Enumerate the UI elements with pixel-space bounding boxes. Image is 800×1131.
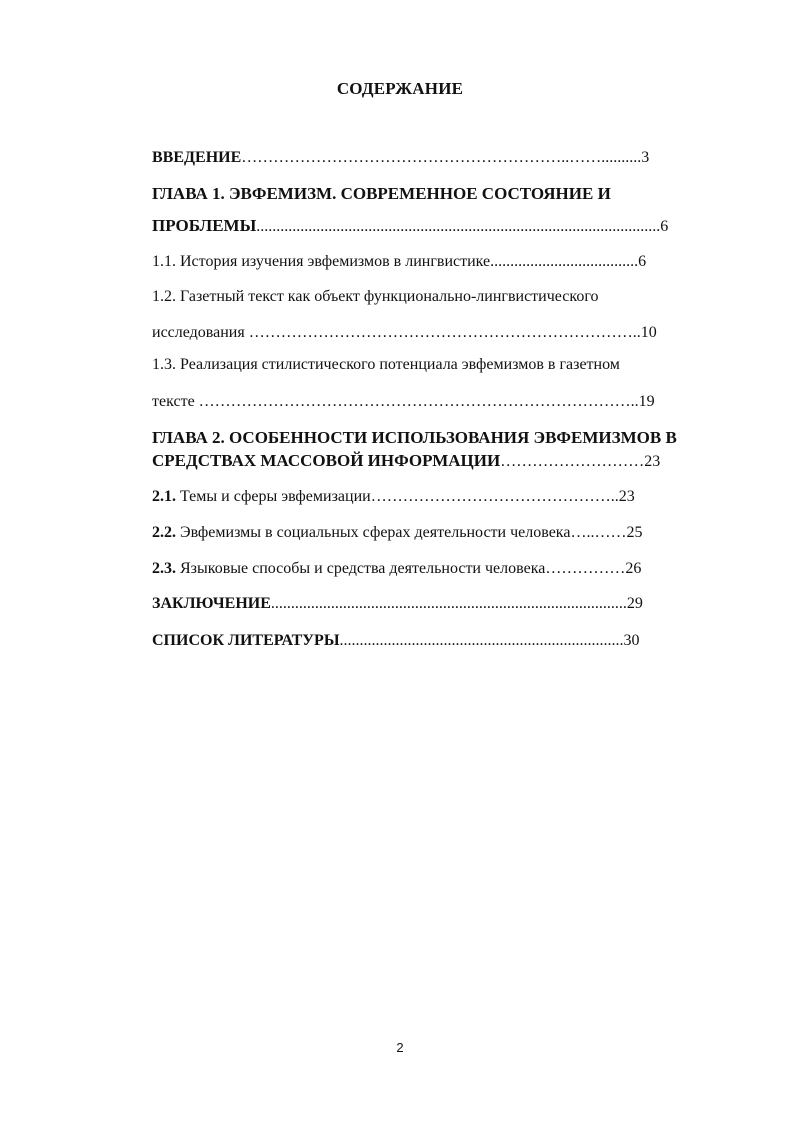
toc-page-number: 29: [626, 595, 643, 612]
toc-section-number: 2.1.: [152, 488, 176, 505]
toc-entry-section-1-2: [152, 322, 740, 344]
toc-entry-section-2-1: [152, 486, 740, 508]
toc-entry-title: тексте: [152, 393, 199, 410]
toc-chapter-2-heading: ГЛАВА 2. ОСОБЕННОСТИ ИСПОЛЬЗОВАНИЯ ЭВФЕМИЗМОВ В: [152, 428, 677, 447]
toc-leader-dots: .....................................................................................................: [256, 218, 661, 235]
toc-leader-dots: .......................................................................: [339, 632, 624, 649]
toc-entry-title: ВВЕДЕНИЕ: [152, 149, 242, 166]
toc-entry-introduction: [152, 147, 740, 169]
page-title: СОДЕРЖАНИЕ: [336, 79, 464, 98]
toc-entry-title: СРЕДСТВАХ МАССОВОЙ ИНФОРМАЦИИ: [152, 451, 501, 470]
toc-page-number: 23: [618, 488, 635, 505]
toc-entry-references: [152, 630, 740, 652]
toc-entry-title: Эвфемизмы в социальных сферах деятельности человека: [176, 524, 571, 541]
toc-entry-title: Языковые способы и средства деятельности человека: [176, 560, 546, 577]
toc-section-1-3-title: 1.3. Реализация стилистического потенциала эвфемизмов в газетном: [152, 356, 620, 373]
toc-entry-chapter-2: [152, 450, 740, 472]
toc-leader-dots: ………………………………………………………………..: [248, 324, 641, 341]
toc-entry-section-1-3: [152, 391, 740, 413]
toc-leader-dots: .........................................................................................: [270, 595, 627, 612]
toc-entry-title: Темы и сферы эвфемизации: [176, 488, 371, 505]
toc-entry-section-2-2: [152, 522, 740, 544]
toc-page-number: 3: [641, 149, 650, 166]
toc-entry-section-2-3: [152, 558, 740, 580]
toc-leader-dots: ………………………………………..: [370, 488, 619, 505]
toc-leader-dots: .....................................: [490, 253, 639, 270]
toc-entry-title: 1.1. История изучения эвфемизмов в лингвистике: [152, 253, 491, 270]
toc-entry-title: СПИСОК ЛИТЕРАТУРЫ: [152, 632, 340, 649]
toc-leader-dots: ……………………………………………………..……..........: [241, 149, 642, 166]
toc-page-number: 10: [640, 324, 657, 341]
toc-section-number: 2.2.: [152, 524, 176, 541]
toc-section-1-2-title: 1.2. Газетный текст как объект функционально-лингвистического: [152, 288, 599, 305]
toc-entry-title: ЗАКЛЮЧЕНИЕ: [152, 595, 271, 612]
toc-page-number: 30: [623, 632, 640, 649]
toc-page-number: 25: [626, 524, 643, 541]
toc-entry-conclusion: [152, 593, 740, 615]
toc-leader-dots: ………………………: [500, 453, 645, 470]
toc-page-number: 6: [638, 253, 647, 270]
toc-leader-dots: …..……: [570, 524, 627, 541]
toc-section-number: 2.3.: [152, 560, 176, 577]
toc-page-number: 6: [660, 218, 669, 235]
toc-entry-section-1-1: [152, 251, 740, 273]
toc-entry-chapter-1: [152, 215, 740, 237]
toc-entry-title: ПРОБЛЕМЫ: [152, 216, 257, 235]
toc-chapter-1-heading: ГЛАВА 1. ЭВФЕМИЗМ. СОВРЕМЕННОЕ СОСТОЯНИЕ И: [152, 184, 611, 203]
page-number: 2: [396, 1040, 404, 1055]
toc-page-number: 23: [644, 453, 661, 470]
toc-entry-title: исследования: [152, 324, 249, 341]
toc-page-number: 26: [625, 560, 642, 577]
toc-page-number: 19: [638, 393, 655, 410]
toc-leader-dots: ………………………………………………………………………..: [198, 393, 639, 410]
toc-leader-dots: ……………: [545, 560, 626, 577]
